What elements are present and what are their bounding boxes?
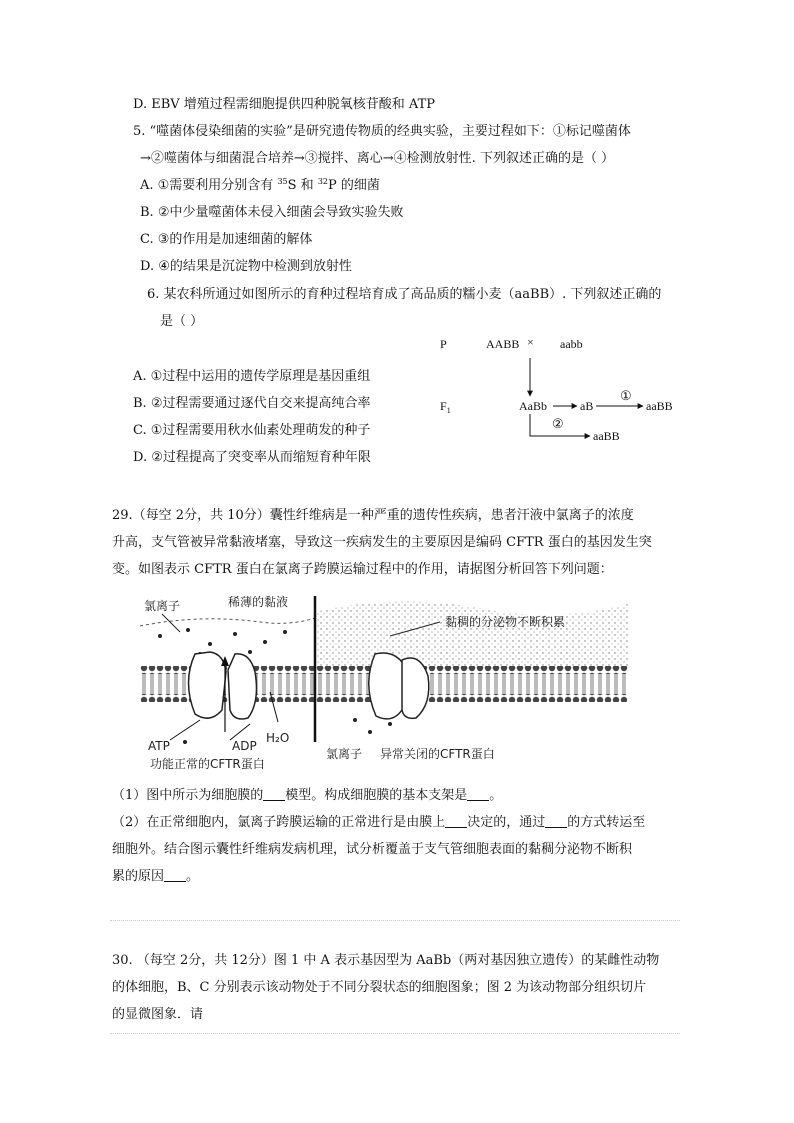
label-water: H₂O — [266, 731, 290, 745]
q5-option-a-end: P 的细菌 — [328, 178, 380, 193]
f1-subscript: 1 — [446, 406, 451, 415]
product-2-genotype: aaBB — [593, 429, 620, 443]
q29-sub2-line1 — [112, 813, 645, 833]
dotted-divider-2 — [110, 1033, 680, 1034]
q29-sub1 — [112, 786, 502, 806]
q29-sub2-line2: 细胞外。结合图示囊性纤维病发病机理，试分析覆盖于支气管细胞表面的黏稠分泌物不断积 — [112, 842, 633, 857]
label-chloride-ion: 氯离子 — [144, 599, 181, 613]
q5-option-d: D. ④的结果是沉淀物中检测到放射性 — [140, 259, 352, 274]
cross-symbol: × — [527, 335, 534, 349]
answer-blank-determinant[interactable] — [445, 815, 467, 828]
q29-sub2-text-c: 的方式转运至 — [567, 815, 646, 830]
atp-pointer — [170, 720, 200, 740]
label-closed-cftr: 异常关闭的CFTR蛋白 — [380, 747, 495, 761]
q29-sub1-text-c: 。 — [489, 788, 503, 803]
q29-sub2-line3 — [112, 867, 199, 887]
f1-genotype: AaBb — [519, 399, 547, 413]
label-adp: ADP — [232, 739, 257, 753]
q30-stem-line3: 的显微图象．请 — [112, 1007, 204, 1022]
q5-option-c: C. ③的作用是加速细菌的解体 — [140, 232, 313, 247]
cftr-membrane-figure — [140, 592, 630, 772]
q5-option-a — [140, 176, 380, 196]
q5-stem-line1: 5. “噬菌体侵染细菌的实验”是研究遗传物质的经典实验，主要过程如下：①标记噬菌体 — [133, 124, 631, 139]
normal-cftr-protein-left — [189, 652, 227, 718]
q4-option-d: D. EBV 增殖过程需细胞提供四种脱氧核苷酸和 ATP — [133, 97, 436, 112]
answer-blank-transport-mode[interactable] — [545, 815, 567, 828]
f1-generation-label — [440, 399, 451, 415]
product-1-genotype: aaBB — [646, 399, 673, 413]
dotted-divider-1 — [110, 920, 680, 921]
p-generation-label: P — [440, 337, 447, 351]
q6-option-b: B. ②过程需要通过逐代自交来提高纯合率 — [133, 396, 371, 411]
sulfur-isotope-mass: 35 — [277, 177, 288, 186]
label-thick-secretion: 黏稠的分泌物不断积累 — [445, 615, 566, 629]
q5-option-a-mid: S 和 — [287, 178, 318, 193]
normal-cftr-protein-right — [228, 654, 256, 719]
q30-stem-line1: 30. （每空 2分，共 12分）图 1 中 A 表示基因型为 AaBb（两对基因独立遗传）的某雌性动物 — [112, 953, 660, 968]
q5-option-a-text: A. ①需要利用分别含有 — [140, 178, 278, 193]
q6-option-a: A. ①过程中运用的遗传学原理是基因重组 — [133, 369, 371, 384]
q6-stem-line2: 是（ ） — [160, 314, 204, 329]
q29-sub2-text-f: 。 — [186, 869, 200, 884]
process-1-label: ① — [620, 388, 632, 403]
q29-stem-line2: 升高，支气管被异常黏液堵塞，导致这一疾病发生的主要原因是编码 CFTR 蛋白的基因发生突 — [112, 535, 652, 550]
label-atp: ATP — [148, 739, 170, 753]
answer-blank-framework[interactable] — [467, 788, 489, 801]
q5-option-b: B. ②中少量噬菌体未侵入细菌会导致实验失败 — [140, 205, 404, 220]
thick-secretion-region — [315, 601, 628, 670]
answer-blank-model[interactable] — [263, 788, 285, 801]
q5-stem-line2: →②噬菌体与细菌混合培养→③搅拌、离心→④检测放射性. 下列叙述正确的是（ ） — [140, 151, 615, 166]
q29-stem-line1: 29.（每空 2分，共 10分）囊性纤维病是一种严重的遗传性疾病，患者汗液中氯离子的浓度 — [112, 508, 634, 523]
label-thin-mucus: 稀薄的黏液 — [228, 595, 289, 609]
f1-letter: F — [440, 399, 447, 413]
closed-cftr-protein-right — [402, 658, 429, 718]
gamete-genotype: aB — [580, 399, 594, 413]
label-chloride-ion-inside: 氯离子 — [326, 747, 363, 761]
q6-option-c: C. ①过程需要用秋水仙素处理萌发的种子 — [133, 423, 371, 438]
parent-aabb-dominant: AABB — [486, 337, 520, 351]
phosphorus-isotope-mass: 32 — [317, 177, 328, 186]
chloride-dots — [158, 628, 287, 656]
q30-stem-line2: 的体细胞，B、C 分别表示该动物处于不同分裂状态的细胞图象；图 2 为该动物部分组织切片 — [112, 980, 647, 995]
q29-sub2-text-e: 累的原因 — [112, 869, 165, 884]
answer-blank-reason[interactable] — [164, 869, 186, 882]
thin-mucus-line — [140, 618, 315, 626]
q29-sub1-text-b: 模型。构成细胞膜的基本支架是 — [285, 788, 468, 803]
breeding-diagram — [430, 330, 690, 460]
q29-sub2-text-b: 决定的，通过 — [467, 815, 546, 830]
q6-option-d: D. ②过程提高了突变率从而缩短育种年限 — [133, 450, 371, 465]
q29-sub1-text-a: （1）图中所示为细胞膜的 — [112, 788, 264, 803]
closed-cftr-protein-left — [369, 653, 405, 719]
process-2-label: ② — [552, 416, 564, 431]
q6-stem-line1: 6. 某农科所通过如图所示的育种过程培育成了高品质的糯小麦（aaBB）. 下列叙述正确的 — [147, 287, 662, 302]
q29-stem-line3: 变。如图表示 CFTR 蛋白在氯离子跨膜运输过程中的作用，请据图分析回答下列问题： — [112, 562, 613, 577]
label-normal-cftr: 功能正常的CFTR蛋白 — [150, 757, 265, 771]
parent-aabb-recessive: aabb — [560, 337, 583, 351]
chloride-label-pointer — [162, 614, 180, 632]
q29-sub2-text-a: （2）在正常细胞内，氯离子跨膜运输的正常进行是由膜上 — [112, 815, 446, 830]
adp-pointer — [230, 724, 250, 740]
